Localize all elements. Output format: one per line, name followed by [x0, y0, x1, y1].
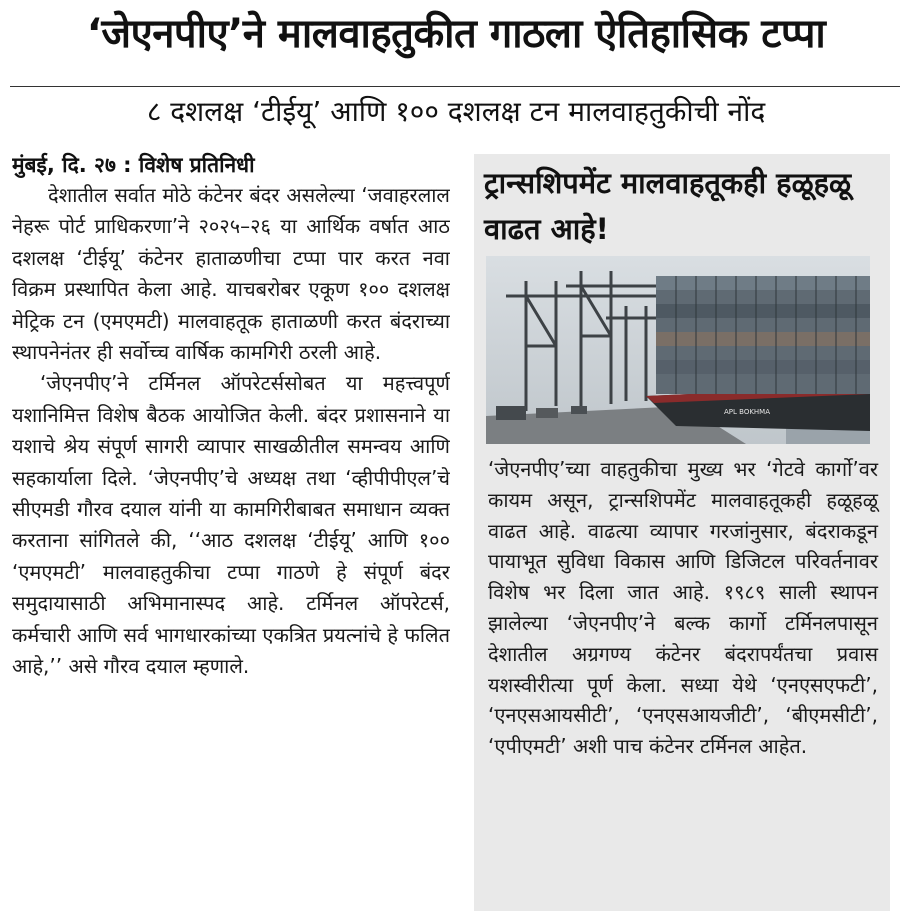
sidebar-title: ट्रान्सशिपमेंट मालवाहतूकही हळूहळू वाढत आहे!: [484, 166, 852, 246]
headline: ‘जेएनपीए’ने मालवाहतुकीत गाठला ऐतिहासिक टप्पा: [86, 11, 826, 57]
article-main-column: [12, 150, 450, 915]
sidebar-text: ‘जेएनपीए’च्या वाहतुकीचा मुख्य भर ‘गेटवे कार्गो’वर कायम असून, ट्रान्सशिपमेंट मालवाहतूकही हळूहळू वाढत आहे. वाढत्या व्यापार गरजांनुसार, बंदराकडून पायाभूत सुविधा विकास आणि डिजिटल परिवर्तनावर विशेष भर दिला जात आहे. १९८९ साली स्थापन झालेल्या ‘जेएनपीए’ने बल्क कार्गो टर्मिनलपासून देशातील अग्रगण्य कंटेनर बंदरापर्यंतचा प्रवास यशस्वीरीत्या पूर्ण केला. सध्या येथे ‘एनएसएफटी’, ‘एनएसआयसीटी’, ‘एनएसआयजीटी’, ‘बीएमसीटी’, ‘एपीएमटी’ अशी पाच कंटेनर टर्मिनल आहेत.: [488, 457, 878, 759]
ship-name-label: APL BOKHMA: [724, 408, 771, 416]
sidebar-box: [474, 154, 890, 911]
article-body: [12, 180, 450, 683]
subheadline: ८ दशलक्ष ‘टीईयू’ आणि १०० दशलक्ष टन मालवाहतुकीची नोंद: [146, 95, 766, 128]
port-photo: [486, 256, 870, 444]
port-photo-image: [486, 256, 870, 444]
rule-top: [10, 86, 900, 87]
byline: मुंबई, दि. २७ : विशेष प्रतिनिधी: [12, 153, 255, 177]
article-paragraph-1: देशातील सर्वात मोठे कंटेनर बंदर असलेल्या ‘जवाहरलाल नेहरू पोर्ट प्राधिकरणा’ने २०२५–२६ या आर्थिक वर्षात आठ दशलक्ष ‘टीईयू’ कंटेनर हाताळणीचा टप्पा पार करत नवा विक्रम प्रस्थापित केला आहे. याचबरोबर एकूण १०० दशलक्ष मेट्रिक टन (एमएमटी) मालवाहतूक हाताळणी करत बंदराच्या स्थापनेनंतर ही सर्वोच्च वार्षिक कामगिरी ठरली आहे.: [12, 183, 450, 365]
article-paragraph-2: ‘जेएनपीए’ने टर्मिनल ऑपरेटर्ससोबत या महत्त्वपूर्ण यशानिमित्त विशेष बैठक आयोजित केली. बंदर प्रशासनाने या यशाचे श्रेय संपूर्ण सागरी व्यापार साखळीतील समन्वय आणि सहकार्याला दिले. ‘जेएनपीए’चे अध्यक्ष तथा ‘व्हीपीपीएल’चे सीएमडी गौरव दयाल यांनी या कामगिरीबाबत समाधान व्यक्त करताना सांगितले की, ‘‘आठ दशलक्ष ‘टीईयू’ आणि १०० ‘एमएमटी’ मालवाहतुकीचा टप्पा गाठणे हे संपूर्ण बंदर समुदायासाठी अभिमानास्पद आहे. टर्मिनल ऑपरेटर्स, कर्मचारी आणि सर्व भागधारकांच्या एकत्रित प्रयत्नांचे हे फलित आहे,’’ असे गौरव दयाल म्हणाले.: [12, 371, 450, 679]
